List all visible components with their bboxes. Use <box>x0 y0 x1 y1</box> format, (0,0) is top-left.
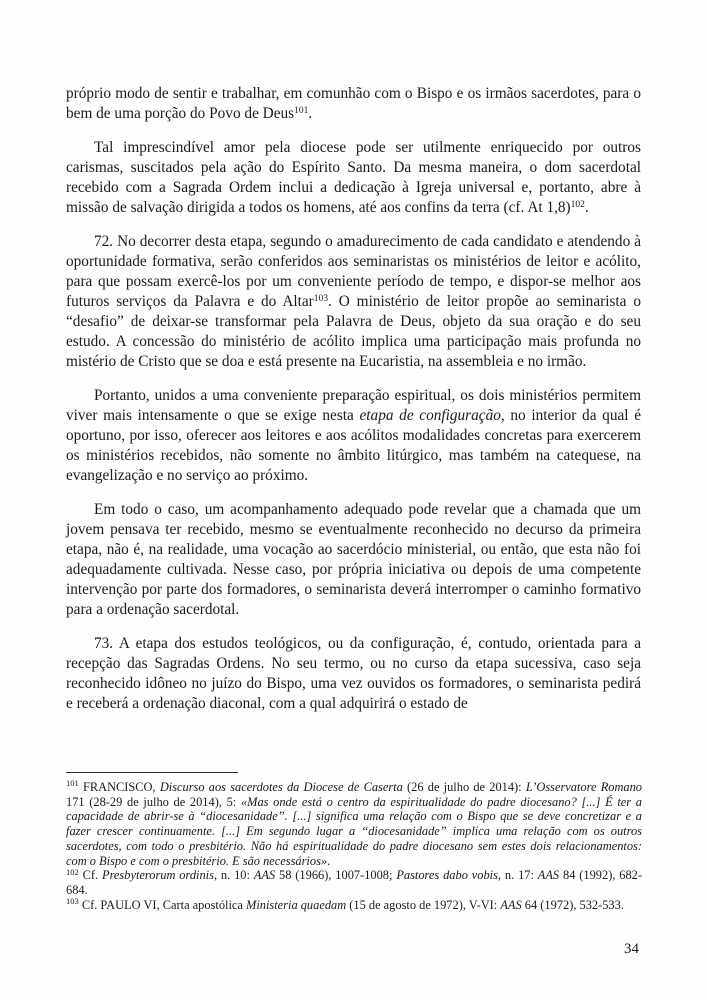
text-run: (15 de agosto de 1972), V-VI: <box>346 897 501 912</box>
footnote-101 <box>66 780 642 868</box>
text-run: Cf. <box>78 868 102 883</box>
text-run: 84 (1992), 682-684. <box>66 868 643 897</box>
paragraph-discernment <box>66 500 641 620</box>
text-run: Ministeria quaedam <box>246 897 347 912</box>
paragraph-72-ministries <box>66 232 641 372</box>
text-run: Portanto, unidos a uma conveniente preparação espiritual, os dois ministérios permitem viver mais intensamente o que se exige nesta <box>66 387 641 424</box>
paragraph-73-holy-orders <box>66 634 641 714</box>
footnote-ref: 102 <box>66 866 79 877</box>
text-run: , n. 10: <box>213 868 254 883</box>
text-run: Cf. PAULO VI, Carta apostólica <box>78 897 247 912</box>
text-run: AAS <box>537 868 560 883</box>
text-run: Tal imprescindível amor pela diocese pode ser utilmente enriquecido por outros carismas, suscitados pela ação do Espírito Santo. Da mesma maneira, o dom sacerdotal recebido com a Sagrada Ordem inclui a dedicação à Igreja universal e, portanto, abre à missão de salvação dirigida a todos os homens, até aos confins da terra (cf. At 1,8) <box>66 139 641 216</box>
text-run: 64 (1972), 532-533. <box>521 897 624 912</box>
text-run: , n. 17: <box>497 868 538 883</box>
text-run: Em todo o caso, um acompanhamento adequado pode revelar que a chamada que um jovem pensava ter recebido, mesmo se eventualmente reconhecido no decurso da primeira etapa, não é, na realidade, uma vocação ao sacerdócio ministerial, ou então, que esta não foi adequadamente cultivada. Nesse caso, por própria iniciativa ou depois de uma competente intervenção por parte dos formadores, o seminarista deverá interromper o caminho formativo para a ordenação sacerdotal. <box>66 501 641 618</box>
text-run: próprio modo de sentir e trabalhar, em comunhão com o Bispo e os irmãos sacerdotes, para o bem de uma porção do Povo de Deus <box>66 85 641 122</box>
text-run: etapa de configuração <box>359 407 501 424</box>
text-run: AAS <box>500 897 522 912</box>
footnote-ref: 103 <box>66 895 79 906</box>
text-run: Presbyterorum ordinis <box>102 868 214 883</box>
text-run: . <box>327 853 331 868</box>
text-run: , no interior da qual é oportuno, por isso, oferecer aos leitores e aos acólitos modalidades concretas para exercerem os ministérios recebidos, não somente no âmbito litúrgico, mas também na catequese, na evangelização e no serviço ao próximo. <box>66 407 641 484</box>
text-run: FRANCISCO, <box>78 780 160 794</box>
footnote-separator <box>66 772 238 773</box>
paragraph-diocese-charisms <box>66 138 641 218</box>
text-run: . O ministério de leitor propõe ao seminarista o “desafio” de deixar-se transformar pela Palavra de Deus, objeto da sua oração e do seu estudo. A concessão do ministério de acólito implica uma participação mais profunda no mistério de Cristo que se doa e está presente na Eucaristia, na assembleia e no irmão. <box>66 293 641 370</box>
text-run: «Mas onde está o centro da espiritualidade do padre diocesano? [...] É ter a capacidade de abrir-se à “diocesanidade”. [...] significa uma relação com o Bispo que se deve concretizar e a fazer crescer continuamente. [...] Em segundo lugar a “diocesanidade” implica uma relação com os outros sacerdotes, com todo o presbitério. Não há espiritualidade do padre diocesano sem estes dois relacionamentos: com o Bispo e com o presbitério. E são necessários» <box>66 794 642 868</box>
paragraph-configuration-stage <box>66 386 641 486</box>
footnote-ref: 103 <box>313 293 329 304</box>
page-number: 34 <box>624 941 639 957</box>
text-run: Pastores dabo vobis <box>396 868 498 883</box>
footnotes <box>66 780 642 912</box>
text-run: 171 (28-29 de julho de 2014), 5: <box>66 794 241 809</box>
footnote-ref: 101 <box>294 105 309 116</box>
text-run: 58 (1966), 1007-1008; <box>275 868 397 883</box>
text-run: . <box>308 105 313 122</box>
footnote-ref: 101 <box>66 778 79 789</box>
text-run: Discurso aos sacerdotes da Diocese de Caserta <box>159 780 403 794</box>
text-run: . <box>584 199 589 216</box>
text-run: (26 de julho de 2014): <box>402 780 526 794</box>
text-run: L’Osservatore Romano <box>525 780 643 794</box>
footnote-ref: 102 <box>570 199 585 210</box>
footnote-103 <box>66 895 642 913</box>
body-text <box>66 84 641 728</box>
footnote-102 <box>66 868 642 897</box>
text-run: AAS <box>253 868 276 883</box>
text-run: 73. A etapa dos estudos teológicos, ou da configuração, é, contudo, orientada para a recepção das Sagradas Ordens. No seu termo, ou no curso da etapa sucessiva, caso seja reconhecido idôneo no juízo do Bispo, uma vez ouvidos os formadores, o seminarista pedirá e receberá a ordenação diaconal, com a qual adquirirá o estado de <box>66 635 641 712</box>
paragraph-continuation <box>66 84 641 124</box>
text-run: 72. No decorrer desta etapa, segundo o amadurecimento de cada candidato e atendendo à oportunidade formativa, serão conferidos aos seminaristas os ministérios de leitor e acólito, para que possam exercê-los por um conveniente período de tempo, e dispor-se melhor aos futuros serviços da Palavra e do Altar <box>66 233 641 310</box>
